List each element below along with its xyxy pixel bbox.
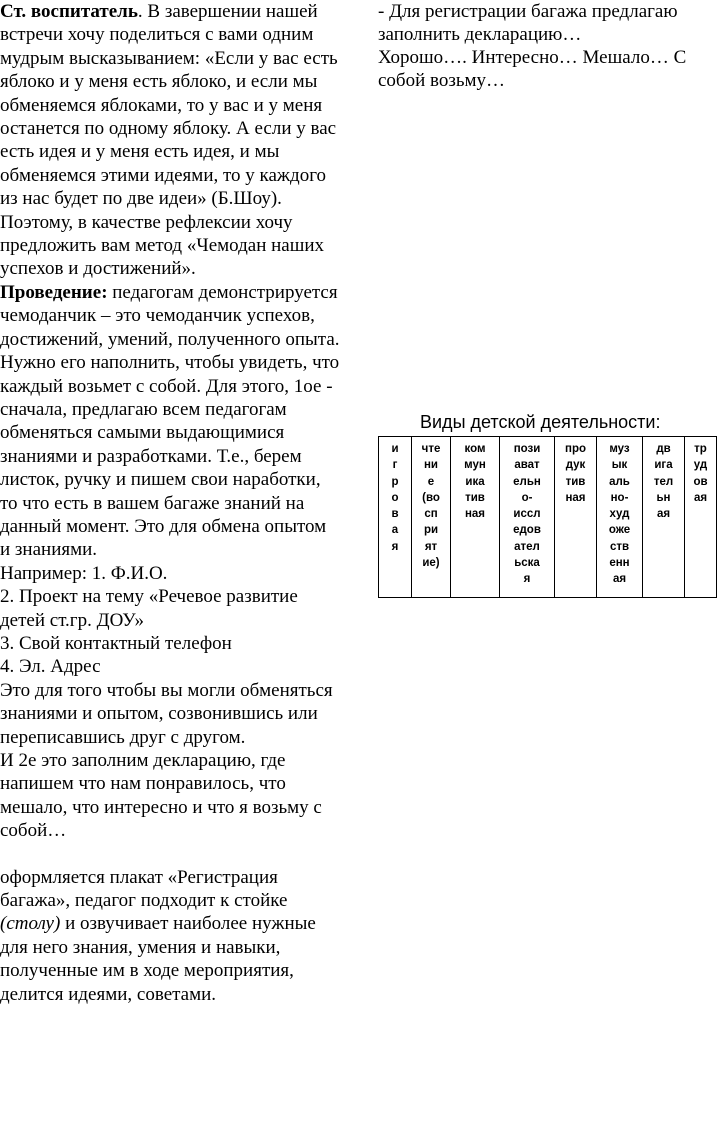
example-line: Например: 1. Ф.И.О.: [0, 562, 168, 584]
procedure-paragraph: [0, 281, 340, 562]
declaration-fields: Хорошо…. Интересно… Мешало… С собой возьму…: [378, 47, 687, 91]
table-cell: [685, 437, 717, 598]
left-column: [0, 0, 340, 1006]
declaration-paragraph: И 2е это заполним декларацию, где напишем что нам понравилось, что мешало, что интересно и что я возьму с собой…: [0, 750, 322, 842]
table-cell: [451, 437, 500, 598]
example-item-2: 2. Проект на тему «Речевое развитие детей ст.гр. ДОУ»: [0, 586, 298, 631]
right-column: [378, 0, 708, 92]
declaration-offer: - Для регистрации багажа предлагаю заполнить декларацию…: [378, 1, 678, 45]
baggage-text-end: и озвучивает наиболее нужные для него знания, умения и навыки, полученные им в ходе мероприятия, делится идеями, советами.: [0, 913, 316, 1005]
table-cell: [500, 437, 555, 598]
cell-text: муз ык аль но- худ оже ств енн ая: [608, 443, 631, 586]
cell-text: дв ига тел ьн ая: [653, 443, 674, 521]
table-cell: [412, 437, 451, 598]
intro-paragraph: [0, 0, 340, 281]
example-item-3: 3. Свой контактный телефон: [0, 632, 232, 654]
table-cell: [379, 437, 412, 598]
cell-text: ком мун ика тив ная: [464, 443, 486, 521]
table-title: Виды детской деятельности:: [420, 412, 661, 432]
activity-types-table: [378, 436, 717, 598]
paragraph-gap: [0, 843, 340, 866]
cell-text: чте ни е (во сп ри ят ие): [421, 443, 441, 570]
speaker-label: Ст. воспитатель: [0, 1, 138, 22]
procedure-text: педагогам демонстрируется чемоданчик – это чемоданчик успехов, достижений, умений, полученного опыта. Нужно его наполнить, чтобы увидеть, что каждый возьмет с собой. Для этого, 1ое - сначала, предлагаю всем педагогам обменяться самыми выдающимися знаниями и разработками. Т.е., берем листок, ручку и пишем свои наработки, то что есть в вашем багаже знаний на данный момент. Это для обмена опытом и знаниями.: [0, 281, 340, 561]
cell-text: про дук тив ная: [565, 443, 586, 504]
purpose-paragraph: Это для того чтобы вы могли обменяться знаниями и опытом, созвонившись или переписавшись друг с другом.: [0, 679, 333, 748]
cell-text: тр уд ов ая: [693, 443, 708, 504]
example-item-4: 4. Эл. Адрес: [0, 656, 101, 678]
table-row: [379, 437, 717, 598]
table-cell: [643, 437, 685, 598]
baggage-text-italic: (столу): [0, 913, 61, 935]
cell-text: и г р о в а я: [391, 443, 399, 553]
intro-text: . В завершении нашей встречи хочу поделиться с вами одним мудрым высказыванием: «Если у вас есть яблоко и у меня есть яблоко, и если мы обменяемся яблоками, то у вас и у меня останется по одному яблоку. А если у вас есть идея и у меня есть идея, и мы обменяемся этими идеями, то у каждого из нас будет по две идеи» (Б.Шоу). Поэтому, в качестве рефлексии хочу предложить вам метод «Чемодан наших успехов и достижений».: [0, 1, 338, 280]
table-cell: [597, 437, 643, 598]
baggage-text-start: оформляется плакат «Регистрация багажа», педагог подходит к стойке: [0, 866, 288, 912]
baggage-paragraph: [0, 866, 340, 1006]
procedure-label: Проведение:: [0, 281, 108, 303]
table-cell: [555, 437, 597, 598]
cell-text: пози ават ельн о- иссл едов ател ьска я: [513, 443, 541, 586]
